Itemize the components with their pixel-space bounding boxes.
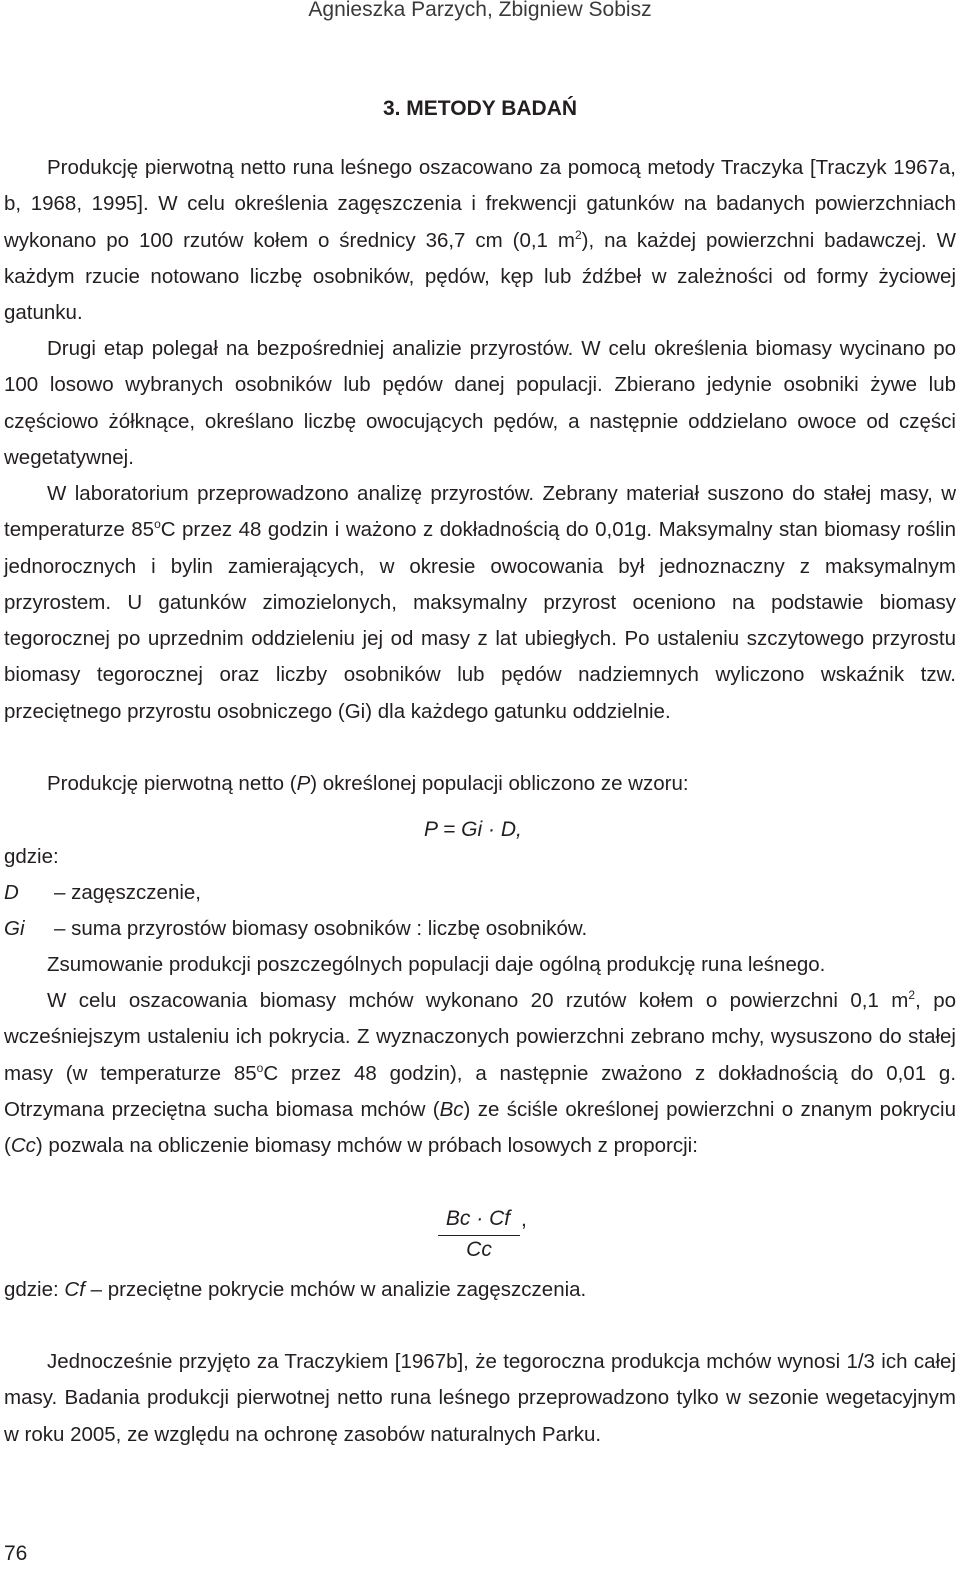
definition-text: – zagęszczenie, [54, 881, 202, 904]
paragraph-text: Jednocześnie przyjęto za Traczykiem [1967b], że tegoroczna produkcja mchów wynosi 1/3 ich całej masy. Badania produkcji pierwotnej netto runa leśnego przeprowadzono tylko w sezonie wegetacyjnym w roku 2005, ze względu na ochronę zasobów naturalnych Parku. [4, 1350, 956, 1446]
formula-production: P = Gi · D, [424, 818, 522, 841]
superscript: o [154, 517, 161, 532]
paragraph-text: C przez 48 godzin), a następnie zważono z dokładnością do 0,01 g. Otrzymana przeciętna sucha biomasa mchów ( [4, 1061, 957, 1121]
paragraph-text: Produkcję pierwotną netto runa leśnego oszacowano za pomocą metody Traczyka [Traczyk 1967a, b, 1968, 1995]. W celu określenia zagęszczenia i frekwencji gatunków na badanych powierzchniach wykonano po 100 rzutów kołem o średnicy 36,7 cm (0,1 m [4, 156, 956, 252]
where-label: gdzie: [4, 1278, 65, 1301]
paragraph-formula-intro [4, 766, 956, 802]
variable-p: P [296, 772, 311, 795]
section-title: 3. METODY BADAŃ [382, 97, 578, 120]
superscript: o [256, 1060, 264, 1075]
definition-text: – suma przyrostów biomasy osobników : liczbę osobników. [54, 917, 588, 940]
formula-comma: , [521, 1208, 527, 1231]
paragraph-text: Drugi etap polegał na bezpośredniej analizie przyrostów. W celu określenia biomasy wycinano po 100 losowo wybranych osobników lub pędów danej populacji. Zbierano jedynie osobniki żywe lub częściowo żółknące, określano liczbę owocujących pędów, a następnie oddzielano owoce od części wegetatywnej. [4, 337, 956, 469]
superscript: 2 [574, 227, 582, 242]
definition-cf [4, 1275, 586, 1305]
symbol-cf: Cf [64, 1278, 85, 1301]
definition-gi [4, 914, 587, 944]
where-label: gdzie: [4, 845, 59, 868]
paragraph-laboratory [4, 476, 956, 730]
paragraph-text: W celu oszacowania biomasy mchów wykonano 20 rzutów kołem o powierzchni 0,1 m [47, 989, 909, 1012]
variable-cc: Cc [10, 1134, 36, 1158]
paragraph-text: W laboratorium przeprowadzono analizę przyrostów. Zebrany materiał suszono do stałej masy, w temperaturze 85 [4, 482, 956, 542]
paragraph-conclusion [4, 1344, 956, 1453]
paragraph-text: ), na każdej powierzchni badawczej. W każdym rzucie notowano liczbę osobników, pędów, kęp lub źdźbeł w zależności od formy życiowej gatunku. [4, 228, 957, 325]
paragraph-text: ) ze ściśle określonej powierzchni o znanym pokryciu ( [4, 1097, 956, 1158]
paragraph-text: C przez 48 godzin i ważono z dokładnością do 0,01g. Maksymalny stan biomasy roślin jednorocznych i bylin zamierających, w okresie owocowania był jednoznaczny z maksymalnym przyrostem. U gatunków zimozielonych, maksymalny przyrost oceniono na podstawie biomasy tegorocznej po uprzednim oddzieleniu jej od masy z lat ubiegłych. Po ustaleniu szczytowego przyrostu biomasy tegorocznej oraz liczby osobników lub pędów nadziemnych wyliczono wskaźnik tzw. przeciętnego przyrostu osobniczego (Gi) dla każdego gatunku oddzielnie. [4, 518, 956, 723]
paragraph-text: ) określonej populacji obliczono ze wzoru: [310, 772, 689, 795]
fraction-denominator: Cc [466, 1238, 492, 1261]
definition-d [4, 878, 201, 908]
definition-text: – przeciętne pokrycie mchów w analizie zagęszczenia. [84, 1278, 587, 1301]
paragraph-text: Produkcję pierwotną netto ( [47, 772, 297, 795]
paragraph-mosses [4, 983, 956, 1164]
fraction-numerator: Bc · Cf [438, 1205, 520, 1236]
paragraph-text: , po wcześniejszym ustaleniu ich pokrycia. Z wyznaczonych powierzchni zebrano mchy, wysuszono do stałej masy (w temperaturze 85 [4, 989, 956, 1085]
paragraph-sum [4, 947, 956, 983]
paragraph-text: Zsumowanie produkcji poszczególnych populacji daje ogólną produkcję runa leśnego. [47, 953, 826, 976]
symbol-d: D [4, 881, 19, 904]
paragraph-text: ) pozwala na obliczenie biomasy mchów w próbach losowych z proporcji: [35, 1134, 698, 1158]
symbol-gi: Gi [4, 917, 25, 940]
superscript: 2 [908, 988, 916, 1003]
paragraph-growth-analysis [4, 331, 956, 476]
variable-bc: Bc [439, 1097, 464, 1121]
running-head: Agnieszka Parzych, Zbigniew Sobisz [308, 0, 652, 21]
paragraph-method-intro [4, 150, 956, 331]
formula-proportion [438, 1205, 520, 1264]
page-number: 76 [4, 1542, 28, 1565]
